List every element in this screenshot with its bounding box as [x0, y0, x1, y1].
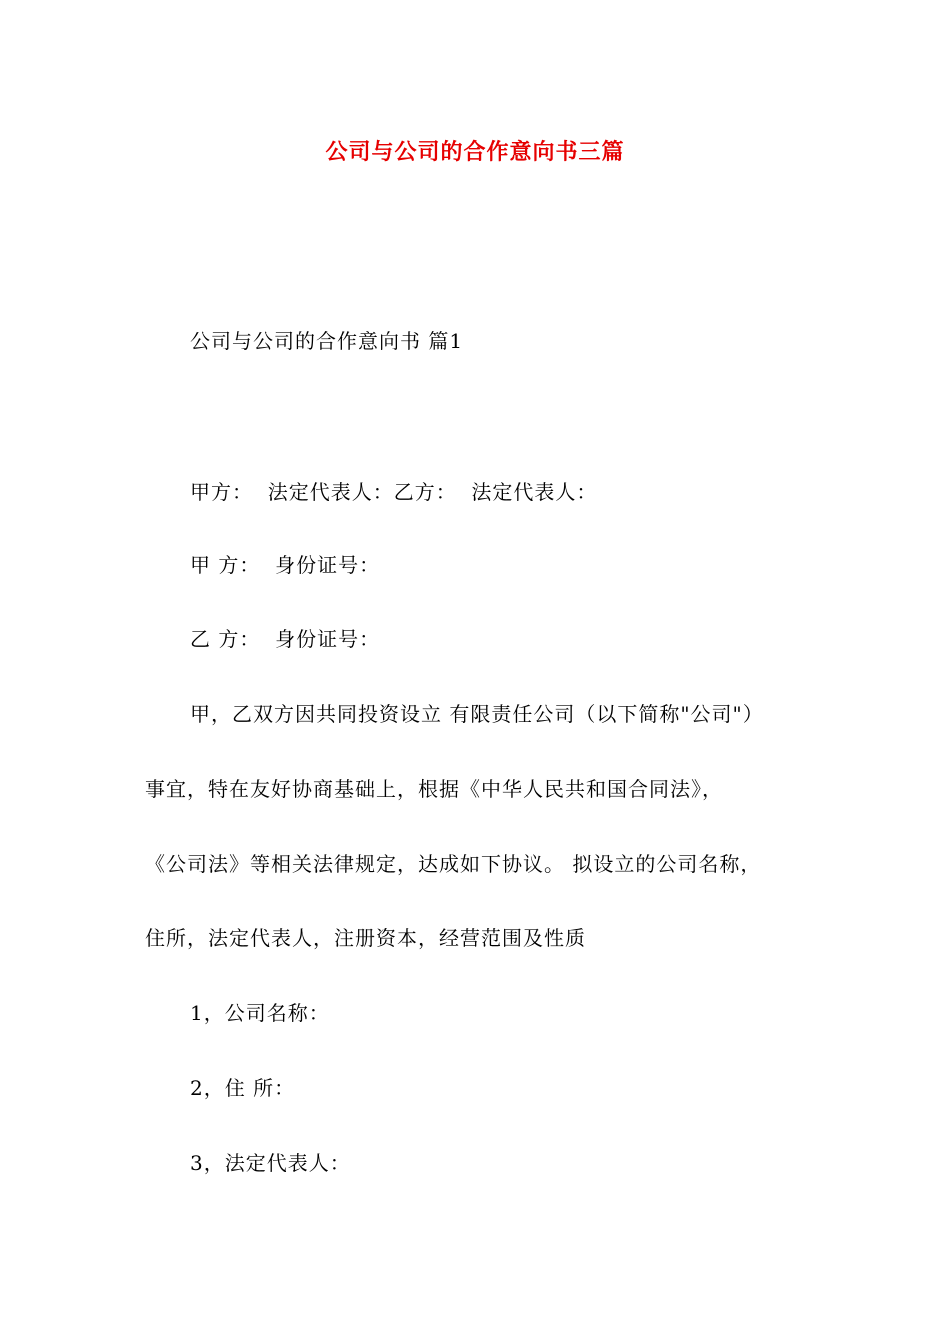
party-line-2: 甲 方： 身份证号： [190, 553, 381, 577]
party-line-3: 乙 方： 身份证号： [190, 627, 381, 651]
section-heading: 公司与公司的合作意向书 篇1 [190, 329, 464, 353]
paragraph-line-2: 事宜，特在友好协商基础上，根据《中华人民共和国合同法》， [145, 777, 723, 801]
list-item-company-name: 1，公司名称： [190, 1001, 330, 1025]
paragraph-line-1: 甲，乙双方因共同投资设立 有限责任公司（以下简称"公司"） [190, 702, 764, 726]
list-item-legal-representative: 3，法定代表人： [190, 1151, 351, 1175]
paragraph-line-4: 住所，法定代表人，注册资本，经营范围及性质 [145, 926, 586, 950]
list-item-address: 2，住 所： [190, 1076, 296, 1100]
party-line-1: 甲方： 法定代表人：乙方： 法定代表人： [190, 480, 598, 504]
paragraph-line-3: 《公司法》等相关法律规定，达成如下协议。 拟设立的公司名称， [145, 852, 762, 876]
document-title: 公司与公司的合作意向书三篇 [325, 140, 625, 165]
